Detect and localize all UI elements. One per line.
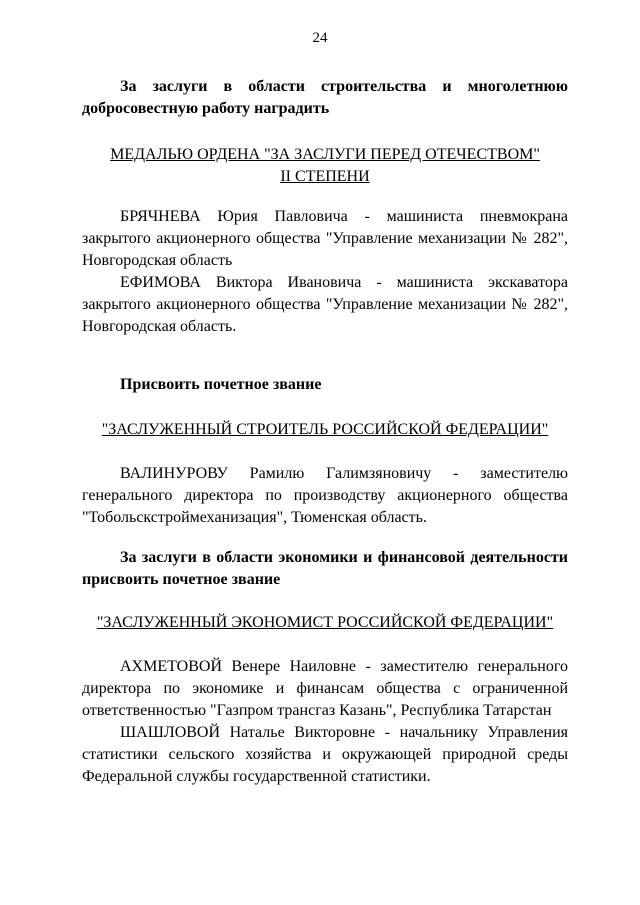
section1-person2: ЕФИМОВА Виктора Ивановича - машиниста экскаватора закрытого акционерного общества "Управление механизации № 282", Новгородская область. (82, 274, 568, 335)
section1-person1: БРЯЧНЕВА Юрия Павловича - машиниста пневмокрана закрытого акционерного общества "Управление механизации № 282", Новгородская область (82, 208, 568, 269)
page-number: 24 (312, 30, 328, 46)
section3-title-text: "ЗАСЛУЖЕННЫЙ ЭКОНОМИСТ РОССИЙСКОЙ ФЕДЕРАЦИИ" (96, 614, 554, 631)
award-title-line2: II СТЕПЕНИ (280, 168, 370, 185)
section2-title (82, 419, 568, 441)
section1-intro: За заслуги в области строительства и многолетнюю добросовестную работу наградить (82, 78, 568, 117)
section2-title-text: "ЗАСЛУЖЕННЫЙ СТРОИТЕЛЬ РОССИЙСКОЙ ФЕДЕРАЦИИ" (101, 421, 549, 438)
section3-title (82, 612, 568, 634)
section3-intro: За заслуги в области экономики и финансовой деятельности присвоить почетное звание (82, 549, 568, 588)
section2-person1: ВАЛИНУРОВУ Рамилю Галимзяновичу - заместителю генерального директора по производству акционерного общества "Тобольскстроймеханизация", Тюменская область. (82, 465, 568, 526)
section1-award-title (82, 144, 568, 188)
section3-person2: ШАШЛОВОЙ Наталье Викторовне - начальнику Управления статистики сельского хозяйства и окружающей природной среды Федеральной службы государственной статистики. (82, 724, 568, 785)
section3-person1: АХМЕТОВОЙ Венере Наиловне - заместителю генерального директора по экономике и финансам общества с ограниченной ответственностью "Газпром трансгаз Казань", Республика Татарстан (82, 658, 568, 719)
award-title-line1: МЕДАЛЬЮ ОРДЕНА "ЗА ЗАСЛУГИ ПЕРЕД ОТЕЧЕСТВОМ" (110, 146, 540, 163)
section2-intro: Присвоить почетное звание (120, 376, 322, 393)
